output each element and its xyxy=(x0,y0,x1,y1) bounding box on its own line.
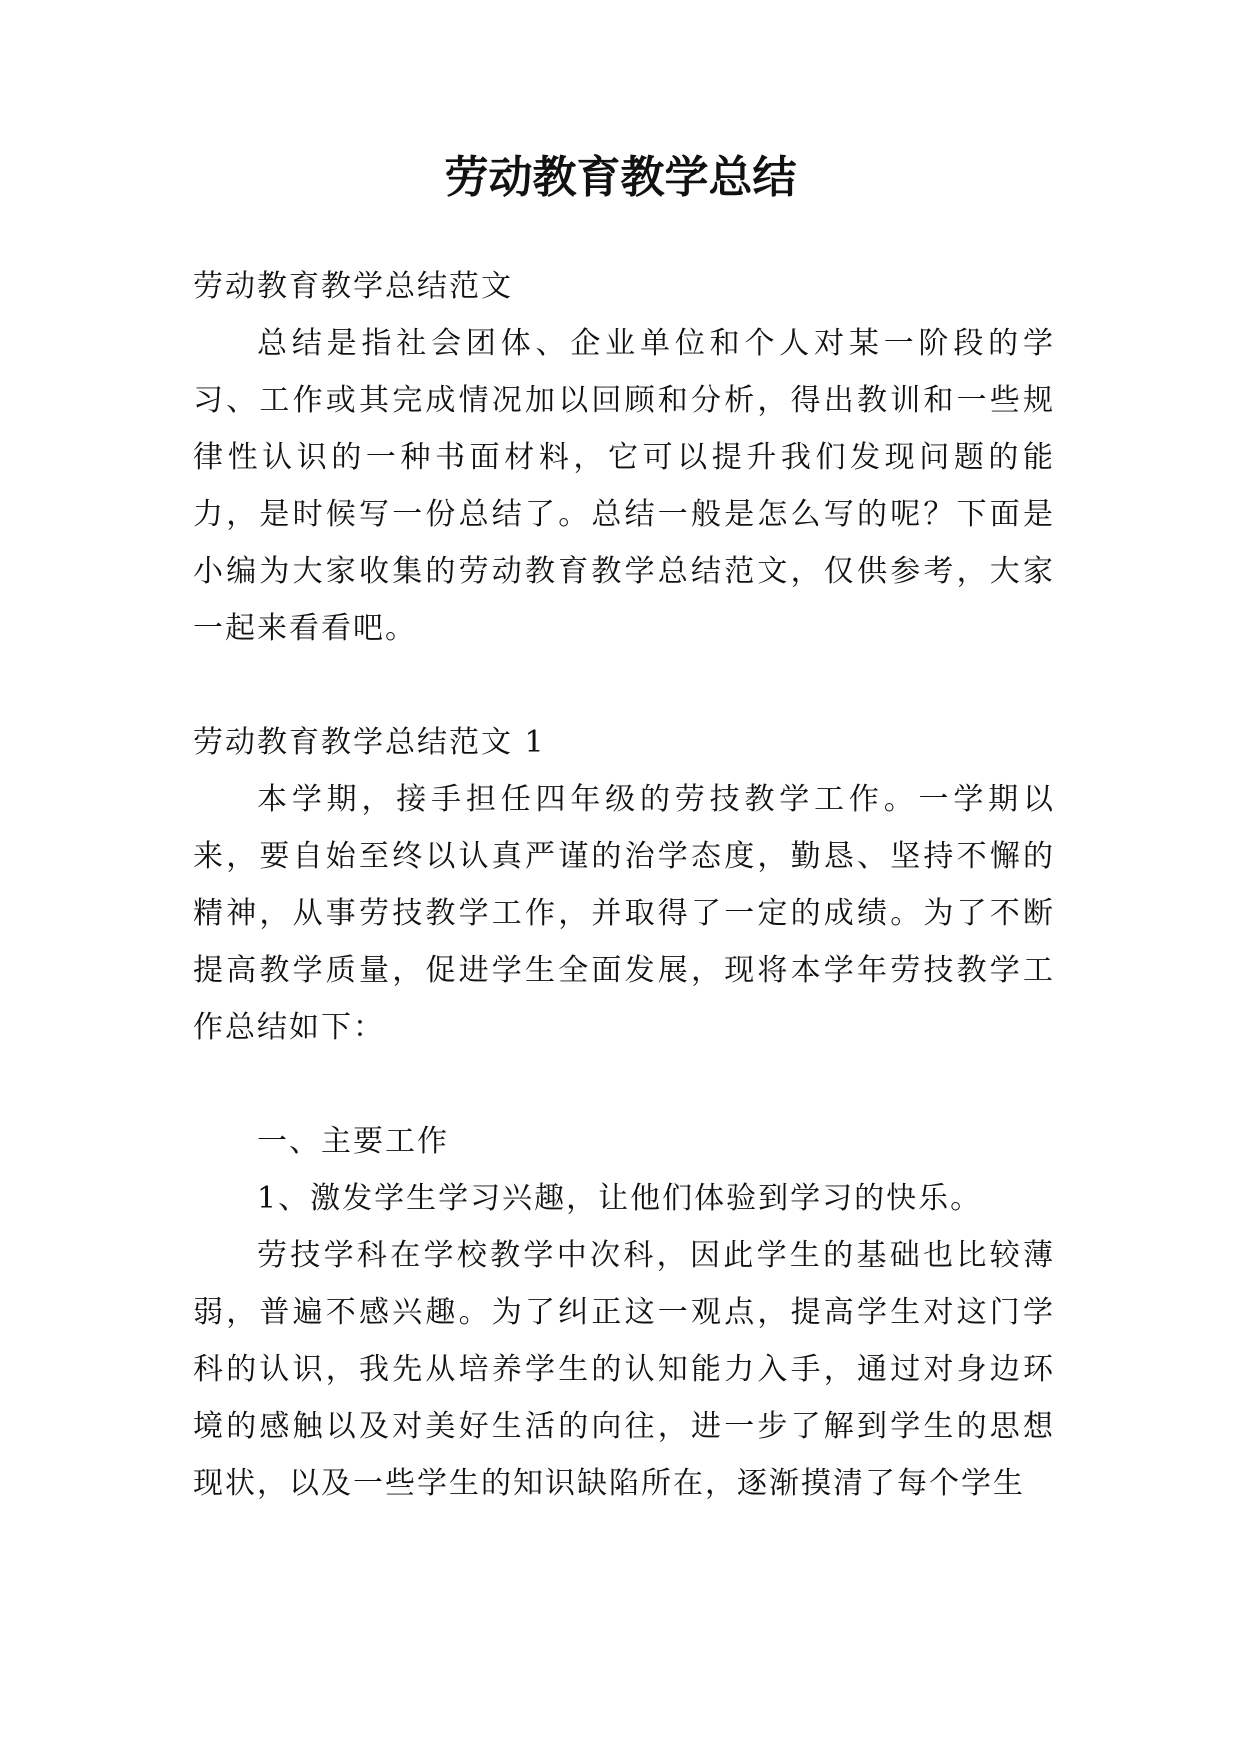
part-heading: 一、主要工作 xyxy=(257,1124,449,1159)
document-subtitle: 劳动教育教学总结范文 xyxy=(193,269,513,304)
document-body xyxy=(193,258,1055,1512)
paragraph-spacer xyxy=(193,1056,1055,1113)
intro-paragraph: 总结是指社会团体、企业单位和个人对某一阶段的学习、工作或其完成情况加以回顾和分析，得出教训和一些规律性认识的一种书面材料，它可以提升我们发现问题的能力，是时候写一份总结了。总结一般是怎么写的呢？下面是小编为大家收集的劳动教育教学总结范文，仅供参考，大家一起来看看吧。 xyxy=(193,326,1055,646)
section-heading: 劳动教育教学总结范文 1 xyxy=(193,725,546,760)
paragraph-spacer xyxy=(193,657,1055,714)
document-title: 劳动教育教学总结 xyxy=(444,152,797,203)
item-heading: 1、激发学生学习兴趣，让他们体验到学习的快乐。 xyxy=(257,1181,983,1216)
section-paragraph: 本学期，接手担任四年级的劳技教学工作。一学期以来，要自始至终以认真严谨的治学态度，勤恳、坚持不懈的精神，从事劳技教学工作，并取得了一定的成绩。为了不断提高教学质量，促进学生全面发展，现将本学年劳技教学工作总结如下： xyxy=(193,782,1055,1045)
item-paragraph: 劳技学科在学校教学中次科，因此学生的基础也比较薄弱，普遍不感兴趣。为了纠正这一观点，提高学生对这门学科的认识，我先从培养学生的认知能力入手，通过对身边环境的感触以及对美好生活的向往，进一步了解到学生的思想现状，以及一些学生的知识缺陷所在，逐渐摸清了每个学生 xyxy=(193,1238,1055,1501)
